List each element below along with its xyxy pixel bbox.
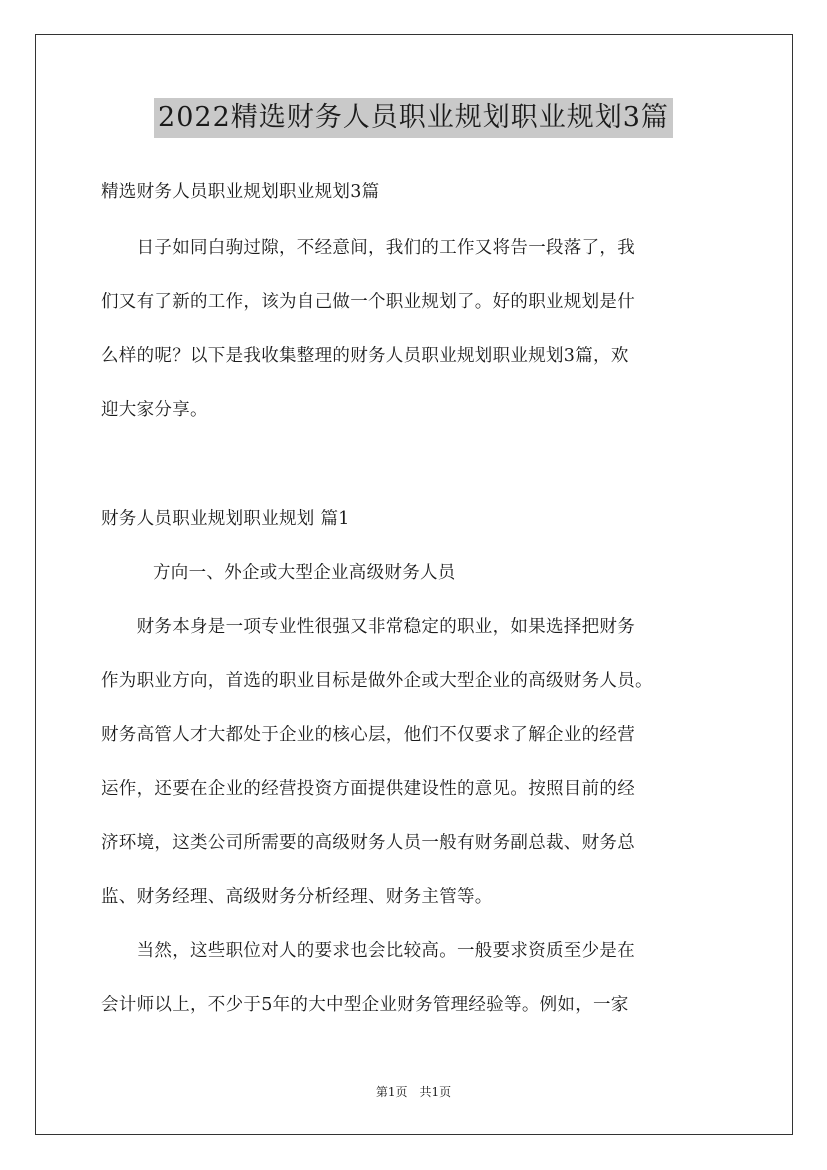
intro-line: 们又有了新的工作，该为自己做一个职业规划了。好的职业规划是什 xyxy=(101,292,635,312)
intro-line: 日子如同白驹过隙，不经意间，我们的工作又将告一段落了，我 xyxy=(101,238,635,258)
paragraph-line: 会计师以上，不少于5年的大中型企业财务管理经验等。例如，一家 xyxy=(101,995,629,1015)
paragraph-line: 作为职业方向，首选的职业目标是做外企或大型企业的高级财务人员。 xyxy=(101,671,653,691)
paragraph-line: 运作，还要在企业的经营投资方面提供建设性的意见。按照目前的经 xyxy=(101,779,635,799)
paragraph-line: 当然，这些职位对人的要求也会比较高。一般要求资质至少是在 xyxy=(101,941,635,961)
paragraph-line: 财务本身是一项专业性很强又非常稳定的职业，如果选择把财务 xyxy=(101,617,635,637)
intro-line: 么样的呢？以下是我收集整理的财务人员职业规划职业规划3篇，欢 xyxy=(101,346,629,366)
paragraph-line: 财务高管人才大都处于企业的核心层，他们不仅要求了解企业的经营 xyxy=(101,725,635,745)
page-footer: 第1页 共1页 xyxy=(375,1085,452,1099)
title-container xyxy=(0,98,827,138)
document-title: 2022精选财务人员职业规划职业规划3篇 xyxy=(154,98,673,138)
intro-line: 迎大家分享。 xyxy=(101,400,208,420)
direction-heading: 方向一、外企或大型企业高级财务人员 xyxy=(153,563,456,583)
section-heading: 财务人员职业规划职业规划 篇1 xyxy=(101,509,350,529)
paragraph-line: 济环境，这类公司所需要的高级财务人员一般有财务副总裁、财务总 xyxy=(101,833,635,853)
paragraph-line: 监、财务经理、高级财务分析经理、财务主管等。 xyxy=(101,887,493,907)
document-subtitle: 精选财务人员职业规划职业规划3篇 xyxy=(101,182,380,202)
